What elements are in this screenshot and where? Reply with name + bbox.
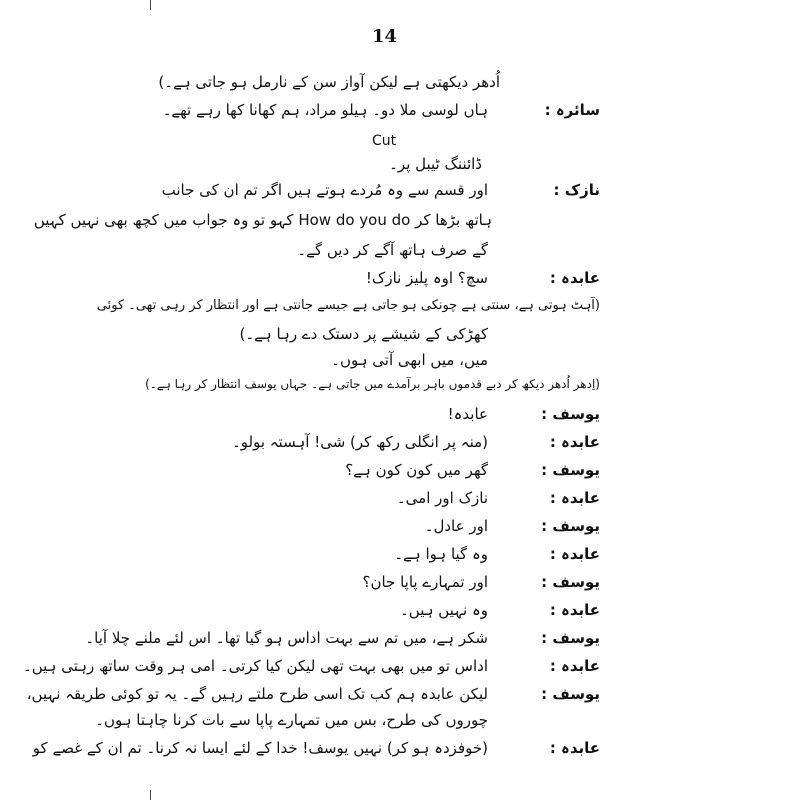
speaker-label: عابدہ : [549, 269, 600, 287]
speaker-label: یوسف : [541, 573, 600, 591]
dialogue-line: عابدہ! [447, 405, 488, 423]
speaker-label: یوسف : [541, 461, 600, 479]
corner-mark [150, 0, 157, 10]
speaker-label: یوسف : [541, 517, 600, 535]
dialogue-line: اداس تو میں بھی بہت تھی لیکن کیا کرتی۔ امی ہر وقت ساتھ رہتی ہیں۔ [22, 657, 488, 675]
scene-cut-label: Cut [372, 133, 397, 149]
dialogue-line: شکر ہے، میں تم سے بہت اداس ہو گیا تھا۔ اس لئے ملنے چلا آیا۔ [85, 629, 488, 647]
speaker-label: نازک : [553, 181, 600, 199]
dialogue-line: وہ گیا ہوا ہے۔ [394, 545, 488, 563]
dialogue-line: گھر میں کون کون ہے؟ [345, 461, 488, 479]
text-line: اُدھر دیکھتی ہے لیکن آواز سن کے نارمل ہو جاتی ہے۔) [158, 73, 500, 91]
dialogue-line: اور عادل۔ [424, 517, 488, 535]
speaker-label: سائرہ : [544, 101, 600, 119]
dialogue-line: وہ نہیں ہیں۔ [399, 601, 488, 619]
speaker-label: یوسف : [541, 405, 600, 423]
speaker-label: عابدہ : [549, 433, 600, 451]
dialogue-line: نازک اور امی۔ [396, 489, 488, 507]
dialogue-line: (خوفزدہ ہو کر) نہیں یوسف! خدا کے لئے ایسا نہ کرنا۔ تم ان کے غصے کو [32, 739, 488, 757]
dialogue-line: (منہ پر انگلی رکھ کر) شی! آہستہ بولو۔ [231, 433, 488, 451]
dialogue-line: ہاتھ بڑھا کر How do you do کہو تو وہ جواب میں کچھ بھی نہیں کہیں [33, 211, 492, 229]
dialogue-line: لیکن عابدہ ہم کب تک اسی طرح ملتے رہیں گے۔ یہ تو کوئی طریقہ نہیں، [26, 685, 488, 703]
speaker-label: عابدہ : [549, 489, 600, 507]
dialogue-line: میں، میں ابھی آتی ہوں۔ [331, 351, 488, 369]
dialogue-line: اور قسم سے وہ مُردے ہوتے ہیں اگر تم ان کی جانب [161, 181, 488, 199]
speaker-label: عابدہ : [549, 657, 600, 675]
dialogue-line: گے صرف ہاتھ آگے کر دیں گے۔ [297, 241, 488, 259]
dialogue-line: سچ؟ اوہ پلیز نازک! [365, 269, 488, 287]
page-number: 14 [372, 26, 398, 47]
speaker-label: عابدہ : [549, 601, 600, 619]
stage-direction: ڈائننگ ٹیبل پر۔ [389, 155, 482, 173]
stage-direction: کھڑکی کے شیشے پر دستک دے رہا ہے۔) [239, 325, 488, 343]
corner-mark [150, 790, 157, 800]
speaker-label: عابدہ : [549, 545, 600, 563]
dialogue-line: چوروں کی طرح، بس میں تمہارے پاپا سے بات کرنا چاہتا ہوں۔ [95, 711, 488, 729]
speaker-label: عابدہ : [549, 739, 600, 757]
stage-direction: (آہٹ ہوتی ہے، سنتی ہے چونکی ہو جاتی ہے جیسے جانتی ہے اور انتظار کر رہی تھی۔ کوئی [96, 298, 600, 313]
speaker-label: یوسف : [541, 685, 600, 703]
dialogue-line: اور تمہارے پاپا جان؟ [362, 573, 488, 591]
stage-direction: (اِدھر اُدھر دیکھ کر دبے قدموں باہر برآمدے میں جاتی ہے۔ جہاں یوسف انتظار کر رہا ہے۔) [145, 377, 600, 391]
dialogue-line: ہاں لوسی ملا دو۔ ہیلو مراد، ہم کھانا کھا رہے تھے۔ [162, 101, 488, 119]
speaker-label: یوسف : [541, 629, 600, 647]
